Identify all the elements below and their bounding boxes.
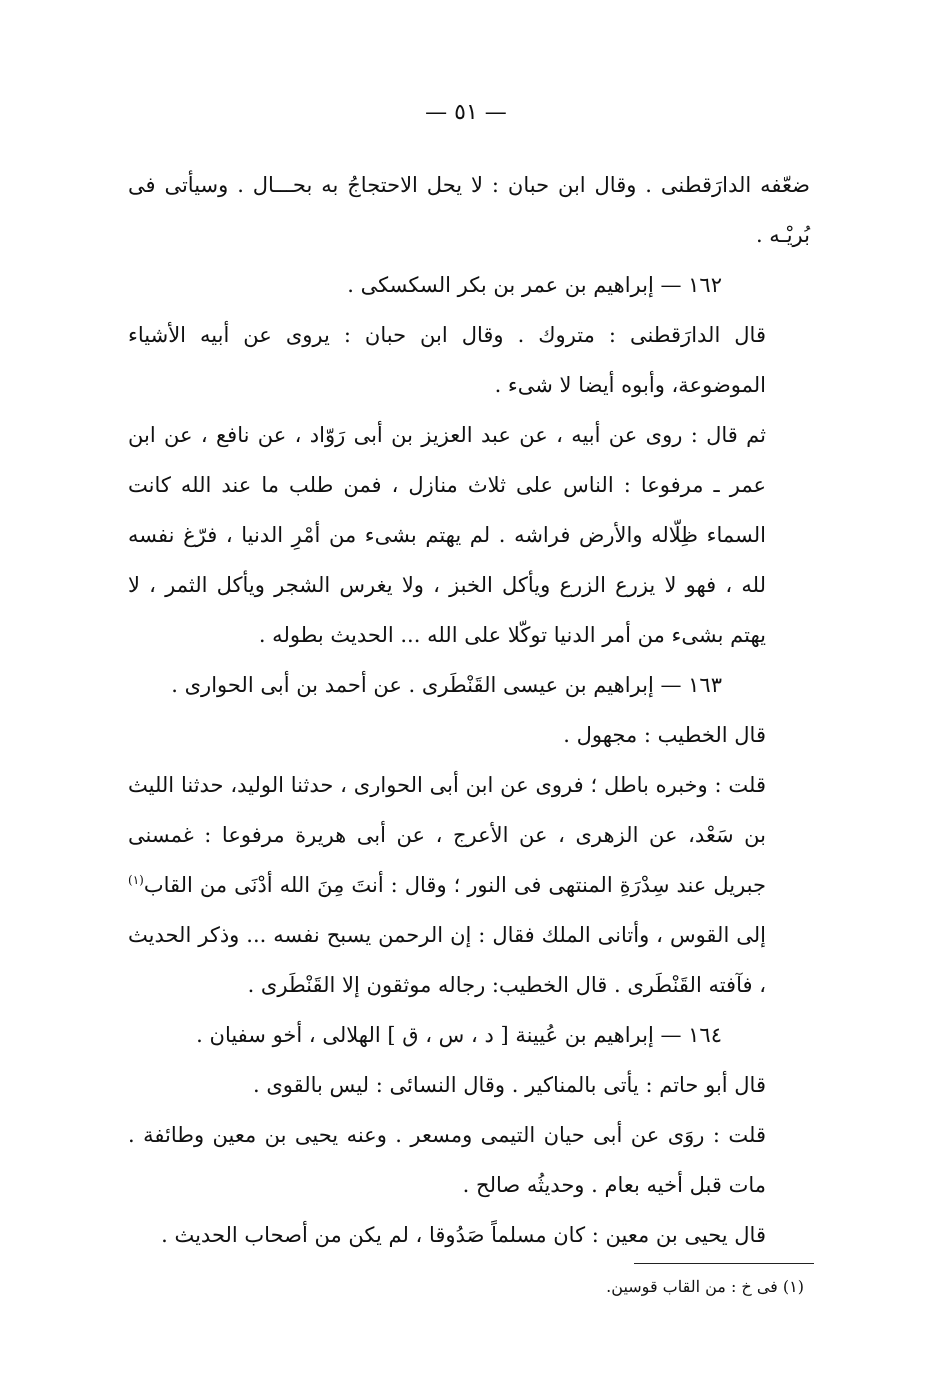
entry-163-heading: ١٦٣ — إبراهيم بن عيسى القَنْطَرى . عن أحمد بن أبى الحوارى . (171, 673, 722, 697)
entry-164-heading: ١٦٤ — إبراهيم بن عُيينة [ د ، س ، ق ] الهلالى ، أخو سفيان . (196, 1023, 722, 1047)
paragraph-continuation: ضعّفه الدارَقطنى . وقال ابن حبان : لا يحل الاحتجاجُ به بحـــال . وسيأتى فى بُريْـه . (128, 173, 810, 247)
footnote-divider (634, 1263, 814, 1264)
paragraph-164-opinions: قال أبو حاتم : يأتى بالمناكير . وقال النسائى : ليس بالقوى . (252, 1073, 766, 1097)
paragraph-162-opinions: قال الدارَقطنى : متروك . وقال ابن حبان : يروى عن أبيه الأشياء الموضوعة، وأبوه أيضا لا شىء . (128, 323, 766, 397)
paragraph-164-comment: قلت : روَى عن أبى حيان التيمى ومسعر . وعنه يحيى بن معين وطائفة . مات قبل أخيه بعام . وحديثُه صالح . (128, 1123, 766, 1197)
paragraph-163-khatib: قال الخطيب : مجهول . (563, 723, 766, 747)
paragraph-163-comment-text: قلت : وخبره باطل ؛ فروى عن ابن أبى الحوارى ، حدثنا الوليد، حدثنا الليث بن سَعْد، عن الزهرى ، عن الأعرج ، عن أبى هريرة مرفوعا : غمسنى جبريل عند سِدْرَةِ المنتهى فى النور ؛ وقال : أنتَ مِنَ الله أدْنَى من القاب (128, 773, 766, 897)
paragraph-163-comment (128, 760, 810, 1010)
paragraph-164-ibn-maeen: قال يحيى بن معين : كان مسلماً صَدُوقا ، لم يكن من أصحاب الحديث . (161, 1223, 766, 1247)
paragraph-163-comment-continuation: إلى القوس ، وأتانى الملك فقال : إن الرحمن يسبح نفسه ... وذكر الحديث ، فآفته القَنْطَرى . قال الخطيب: رجاله موثقون إلا القَنْطَرى . (128, 923, 766, 997)
footnote-marker: (١) (128, 873, 144, 887)
page-number: — ٥١ — (425, 100, 507, 125)
paragraph-162-narration: ثم قال : روى عن أبيه ، عن عبد العزيز بن أبى رَوّاد ، عن نافع ، عن ابن عمر ـ مرفوعا : الناس على ثلاث منازل ، فمن طلب ما عند الله كانت السماء ظِلّاله والأرض فراشه . لم يهتم بشىء من أمْرِ الدنيا ، فرّغ نفسه لله ، فهو لا يزرع الزرع ويأكل الخبز ، ولا يغرس الشجر ويأكل الثمر ، لا يهتم بشىء من أمر الدنيا توكّلا على الله ... الحديث بطوله . (128, 423, 766, 647)
body-text (128, 160, 810, 1260)
footnote: (١) فى خ : من القاب قوسين. (606, 1277, 804, 1296)
entry-162-heading: ١٦٢ — إبراهيم بن عمر بن بكر السكسكى . (347, 273, 722, 297)
